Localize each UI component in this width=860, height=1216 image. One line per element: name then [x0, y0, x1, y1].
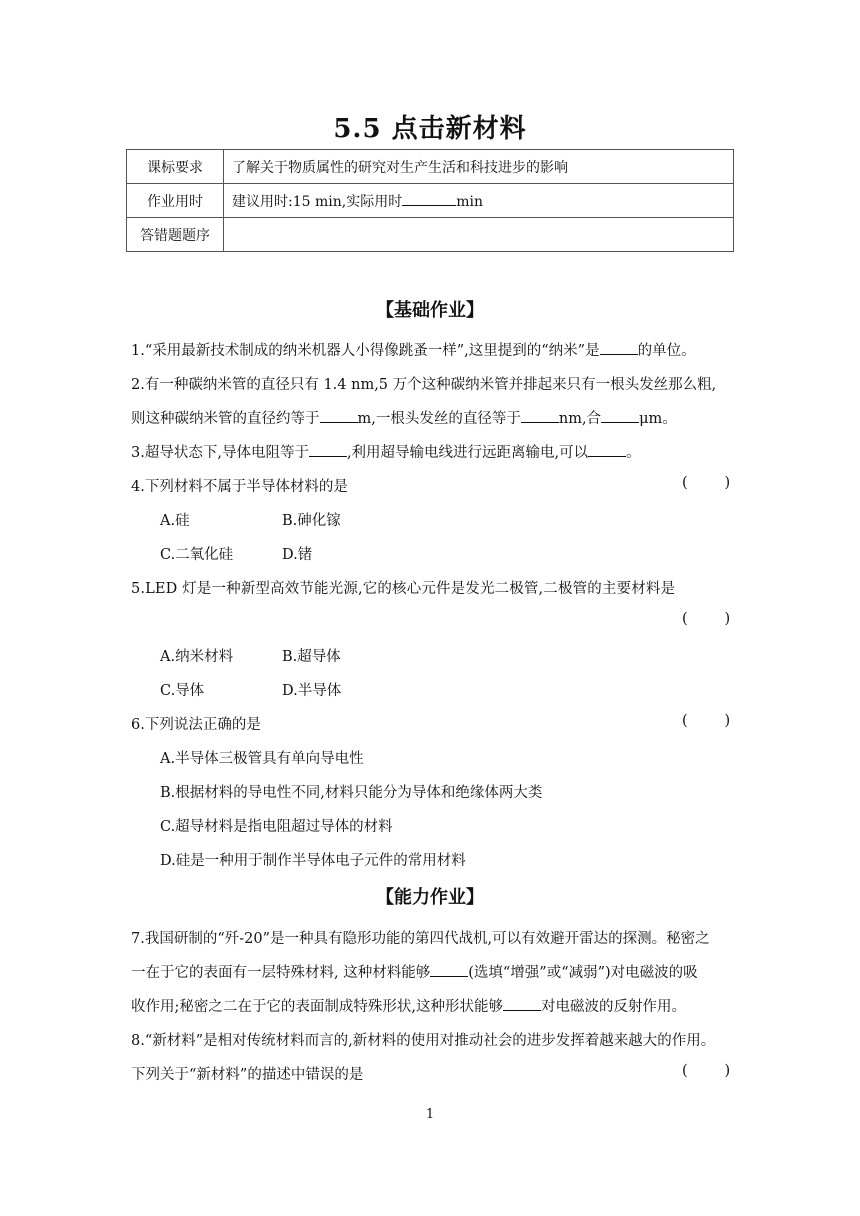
question-text: 3.超导状态下,导体电阻等于 [131, 445, 309, 461]
row-value: 了解关于物质属性的研究对生产生活和科技进步的影响 [224, 150, 734, 184]
info-table [126, 149, 734, 252]
section-heading-basic: 【基础作业】 [376, 300, 484, 321]
option-d: D.半导体 [282, 683, 342, 699]
table-row [127, 150, 734, 184]
question-8-line-1: 8.“新材料”是相对传统材料而言的,新材料的使用对推动社会的进步发挥着越来越大的作用。 [131, 1033, 716, 1049]
answer-blank[interactable] [588, 441, 626, 457]
answer-bracket[interactable]: ( ) [682, 611, 731, 627]
answer-blank[interactable] [309, 441, 347, 457]
row-value [224, 184, 734, 218]
answer-blank[interactable] [521, 407, 559, 423]
option-d: D.锗 [282, 547, 313, 563]
answer-bracket[interactable]: ( ) [682, 713, 731, 729]
question-text: 。 [626, 445, 641, 461]
question-8-line-2: 下列关于“新材料”的描述中错误的是 [131, 1067, 364, 1083]
answer-blank[interactable] [503, 995, 541, 1011]
question-text: m,一根头发丝的直径等于 [357, 411, 521, 427]
question-1 [131, 339, 696, 360]
row-label: 课标要求 [127, 150, 224, 184]
question-text: 对电磁波的反射作用。 [541, 999, 686, 1015]
value-text: 建议用时:15 min,实际用时 [232, 194, 403, 210]
question-text: 收作用;秘密之二在于它的表面制成特殊形状,这种形状能够 [131, 999, 503, 1015]
table-row [127, 184, 734, 218]
option-a: A.半导体三极管具有单向导电性 [160, 751, 364, 767]
question-text: nm,合 [558, 411, 602, 427]
answer-bracket[interactable]: ( ) [682, 475, 731, 491]
option-b: B.砷化镓 [282, 513, 341, 529]
question-text: (选填“增强”或“减弱”)对电磁波的吸 [468, 965, 698, 981]
row-label: 作业用时 [127, 184, 224, 218]
option-c: C.导体 [160, 683, 205, 699]
option-b: B.根据材料的导电性不同,材料只能分为导体和绝缘体两大类 [160, 785, 543, 801]
option-c: C.超导材料是指电阻超过导体的材料 [160, 819, 393, 835]
question-5-stem: 5.LED 灯是一种新型高效节能光源,它的核心元件是发光二极管,二极管的主要材料是 [131, 581, 676, 597]
option-d: D.硅是一种用于制作半导体电子元件的常用材料 [160, 853, 466, 869]
option-b: B.超导体 [282, 649, 341, 665]
question-text: 则这种碳纳米管的直径约等于 [131, 411, 320, 427]
question-text: μm。 [639, 411, 677, 427]
question-7-line-1: 7.我国研制的“歼-20”是一种具有隐形功能的第四代战机,可以有效避开雷达的探测。秘密之 [131, 931, 710, 947]
table-row [127, 218, 734, 252]
answer-bracket[interactable]: ( ) [682, 1063, 731, 1079]
row-label: 答错题题序 [127, 218, 224, 252]
value-text: min [456, 194, 483, 210]
question-4-stem: 4.下列材料不属于半导体材料的是 [131, 479, 348, 495]
option-c: C.二氧化硅 [160, 547, 234, 563]
answer-blank[interactable] [320, 407, 358, 423]
option-a: A.纳米材料 [160, 649, 234, 665]
question-6-stem: 6.下列说法正确的是 [131, 717, 261, 733]
question-7-line-2 [131, 961, 698, 982]
question-text: 的单位。 [637, 343, 696, 359]
question-3 [131, 441, 641, 462]
question-2-line-2 [131, 407, 677, 428]
page-title: 5.5 点击新材料 [333, 114, 527, 144]
question-text: 1.“采用最新技术制成的纳米机器人小得像跳蚤一样”,这里提到的“纳米”是 [131, 343, 600, 359]
question-7-line-3 [131, 995, 686, 1016]
page-number: 1 [425, 1107, 435, 1122]
row-value[interactable] [224, 218, 734, 252]
answer-blank[interactable] [430, 961, 468, 977]
answer-blank[interactable] [600, 339, 638, 355]
question-text: ,利用超导输电线进行远距离输电,可以 [346, 445, 589, 461]
question-2-line-1: 2.有一种碳纳米管的直径只有 1.4 nm,5 万个这种碳纳米管并排起来只有一根头发丝那么粗, [131, 377, 717, 393]
option-a: A.硅 [160, 513, 190, 529]
answer-blank[interactable] [402, 190, 456, 206]
answer-blank[interactable] [601, 407, 639, 423]
section-heading-ability: 【能力作业】 [376, 887, 484, 908]
question-text: 一在于它的表面有一层特殊材料, 这种材料能够 [131, 965, 431, 981]
